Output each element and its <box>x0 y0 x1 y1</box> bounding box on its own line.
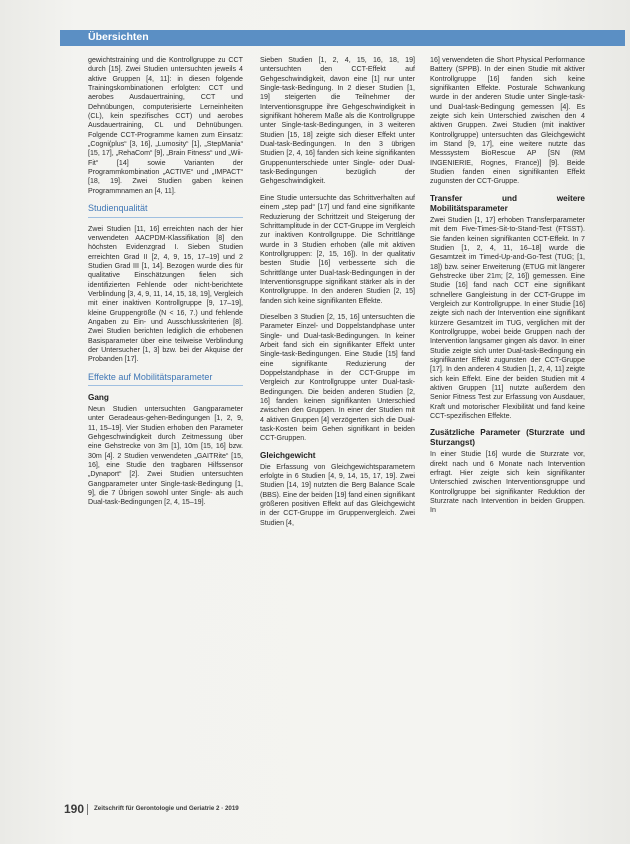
text-column-left <box>88 56 243 515</box>
paragraph: Sieben Studien [1, 2, 4, 15, 16, 18, 19] untersuchten den CCT-Effekt auf Gehgeschwindigkeit, davon eine [1] nur unter Single-task-Bedingung. In 2 dieser Studien [1, 19] steigerten die Teilnehmer der Interventionsgruppe ihre Gehgeschwindigkeit in signifikant höherem Maße als die Kontrollgruppe unter Single-task-Bedingungen, in 3 weiteren Studien [15, 18] zeigte sich dieser Effekt unter Dual-task-Bedingungen. In den 3 übrigen Studien [2, 4, 16] fanden sich keine signifikanten Gruppenunterschiede unter Single- oder Dual-task-Bedingungen bezüglich der Gehgeschwindigkeit. <box>260 56 415 186</box>
paragraph: Neun Studien untersuchten Gangparameter unter Geradeaus-gehen-Bedingungen [1, 2, 9, 11, 15–19]. Vier Studien erhoben den Parameter Gehgeschwindigkeit durch Zeitmessung über eine Gehstrecke von 3m [1], 10m [15, 16] bzw. 30m [4]. 2 Studien verwendeten „GAITRite“ [15, 16], eine Studie den tragbaren Hilfssensor „Dynaport“ [2]. Zwei Studien untersuchten Gangparameter unter Single-task-Bedingung [1, 9], die 7 Übrigen sowohl unter Single- als auch Dual-task-Bedingungen [2, 4, 15–19]. <box>88 405 243 507</box>
paragraph: Zwei Studien [1, 17] erhoben Transferparameter mit dem Five-Times-Sit-to-Stand-Test (FTSST). Sie fanden keinen signifikanten CCT-Effekt. In 7 Studien [1, 2, 4, 11, 16–18] wurde die Gesamtzeit im Timed-Up-and-Go-Test (TUG; [1, 18]) bzw. seiner Erweiterung (ETUG mit längerer Gehstrecke über 21m; [2, 16]) gemessen. Eine Studie [16] fand nach CCT eine signifikant schnellere Gangleistung in der CCT-Gruppe im Vergleich zur Kontrollgruppe. In einer Studie [16] zeigte sich nach der Intervention eine signifikant kürzere Gesamtzeit im TUG, verglichen mit der Kontrollgruppe, wobei beide Gruppen nach der Intervention langsamer gingen als davor. In einer Studie zeigte sich unter Dual-task-Bedingung ein signifikanter Effekt zugunsten der CCT-Gruppe [17]. In den anderen 4 Studien [1, 2, 4, 11] zeigte sich kein Effekt. Eine der beiden Studien mit 4 aktiven Gruppen [11] nutzte außerdem den Senior Fitness Test zur Erfassung von Ausdauer, Kraft und motorischer Flexibilität und fand keine CCT-spezifischen Effekte. <box>430 215 585 421</box>
paragraph: 16] verwendeten die Short Physical Performance Battery (SPPB). In der einen Studie mit aktiver Kontrollgruppe [16] fanden sich keine signifikanten Effekte. Posturale Schwankung wurde in der anderen Studie unter Single-task- und Dual-task-Bedingung gemessen [4]. Es zeigte sich kein Unterschied zwischen den 4 aktiven Gruppen. Zwei Studien (mit inaktiver Kontrollgruppe) untersuchten das Gleichgewicht im Stand [9, 17], eine weitere nutzte das Messsystem BioRescue AP [SN (RM INGENIERIE, Rognes, France)] [9]. Beide Studien fanden einen signifikanten Effekt zugunsten der CCT-Gruppe. <box>430 56 585 186</box>
subheading-transfer: Transfer und weitere Mobilitätsparameter <box>430 193 585 213</box>
paragraph: Dieselben 3 Studien [2, 15, 16] untersuchten die Parameter Einzel- und Doppelstandphase unter Single- und Dual-task-Bedingungen. In keiner Arbeit fand sich ein signifikanter Effekt unter Single-task-Bedingungen. Eine Studie [15] fand eine signifikante Reduzierung der Doppelstandphase in der CCT-Gruppe im Vergleich zur Kontrollgruppe unter Dual-task-Bedingungen. Die beiden anderen Studien [2, 16] fanden keinen signifikanten Unterschied zwischen den Gruppen. In einer der Studien mit 4 aktiven Gruppen [4] verzögerten sich die Dual-task-Kosten beim Gehen signifikant in beiden CCT-Gruppen. <box>260 312 415 443</box>
section-heading-mobilitaet: Effekte auf Mobilitätsparameter <box>88 373 243 386</box>
paragraph: Die Erfassung von Gleichgewichtsparametern erfolgte in 6 Studien [4, 9, 14, 15, 17, 19]. Zwei Studien [14, 19] nutzten die Berg Balance Scale (BBS). Eine der beiden [19] fand einen signifikant größeren positiven Effekt auf das Gleichgewicht in der CCT-Gruppe im Gruppenvergleich. Zwei Studien [4, <box>260 462 415 527</box>
section-header-bar <box>60 30 625 46</box>
page-number: 190 <box>64 802 85 816</box>
journal-name: Zeitschrift für Gerontologie und Geriatrie 2 · 2019 <box>94 805 239 812</box>
subheading-gleichgewicht: Gleichgewicht <box>260 450 316 460</box>
footer-divider <box>87 804 88 815</box>
paragraph: In einer Studie [16] wurde die Sturzrate vor, direkt nach und 6 Monate nach Intervention erfragt. Hier zeigte sich kein signifikanter Unterschied zwischen Interventionsgruppe und Kontrollgruppe bei signifikanter Reduktion der Sturzrate nach Intervention in beiden Gruppen. In <box>430 450 585 515</box>
paragraph: Eine Studie untersuchte das Schrittverhalten auf einem „step pad“ [17] und fand eine signifikante Reduzierung der Schrittzeit und Steigerung der Schrittamplitude in der CCT-Gruppe im Vergleich zur inaktiven Kontrollgruppe. Die Schrittlänge wurde in 3 Studien erhoben (alle mit aktiven Kontrollgruppen: [2, 15, 16]). In der qualitativ besten Studie [16] verbesserte sich die Schrittlänge unter Dual-task-Bedingungen in der Interventionsgruppe signifikant stärker als in der Kontrollgruppe. In den anderen Studien [2, 15] fanden sich keine signifikanten Effekte. <box>260 193 415 305</box>
text-column-right <box>430 56 585 523</box>
subheading-zusaetzliche-parameter: Zusätzliche Parameter (Sturzrate und Sturzangst) <box>430 428 585 448</box>
paragraph: Zwei Studien [11, 16] erreichten nach der hier verwendeten AACPDM-Klassifikation [8] den höchsten Evidenzgrad I. Sieben Studien erreichten Grad II [2, 4, 9, 15, 17–19] und 2 Studien Grad III [1, 14]. Bezogen wurde dies für qualitative Einschätzungen fielen sich identifizierten Fehlende oder nicht-berichtete Verblindung [3, 4, 9, 11, 14, 15, 18, 19], Vergleich mit einer inaktiven Kontrollgruppe [9, 17–19], kleine Gruppengröße (N < 16, 7.) und fehlende Angaben zu Ein- und Ausschlusskriterien [8]. Zwei Studien berichten lediglich die erhobenen Basisparameter über eine teilweise Verblindung der Untersucher [1, 3] bzw. bei der Akquise der Probanden [17]. <box>88 224 243 364</box>
section-header-title: Übersichten <box>88 31 149 43</box>
subheading-gang: Gang <box>88 393 109 402</box>
text-column-middle <box>260 56 415 535</box>
paragraph: gewichtstraining und die Kontrollgruppe zu CCT durch [15]. Zwei Studien untersuchten jeweils 4 aktive Gruppen [4, 11]: in diesen folgende Trainingskombinationen erfolgten: CCT und aerobes Ausdauertraining, CCT und Dehnübungen, computerisierte Lerneinheiten (CL), kein spezifisches CCT) und aerobes Ausdauertraining, CL und Dehnübungen. Folgende CCT-Programme kamen zum Einsatz: „Cogni(plus“ [3, 16], „Lumosity“ [1], „StepMania“ [15, 17], „RehaCom“ [9], „Brain Fitness“ und „Wii-Fit“ [14] sowie Varianten der Programmkombination „ACTIVE“ und „IMPACT“ [18, 19]. Zwei Studien gaben keinen Programmnamen an [4, 11]. <box>88 56 243 195</box>
section-heading-studienqualitaet: Studienqualität <box>88 204 243 217</box>
